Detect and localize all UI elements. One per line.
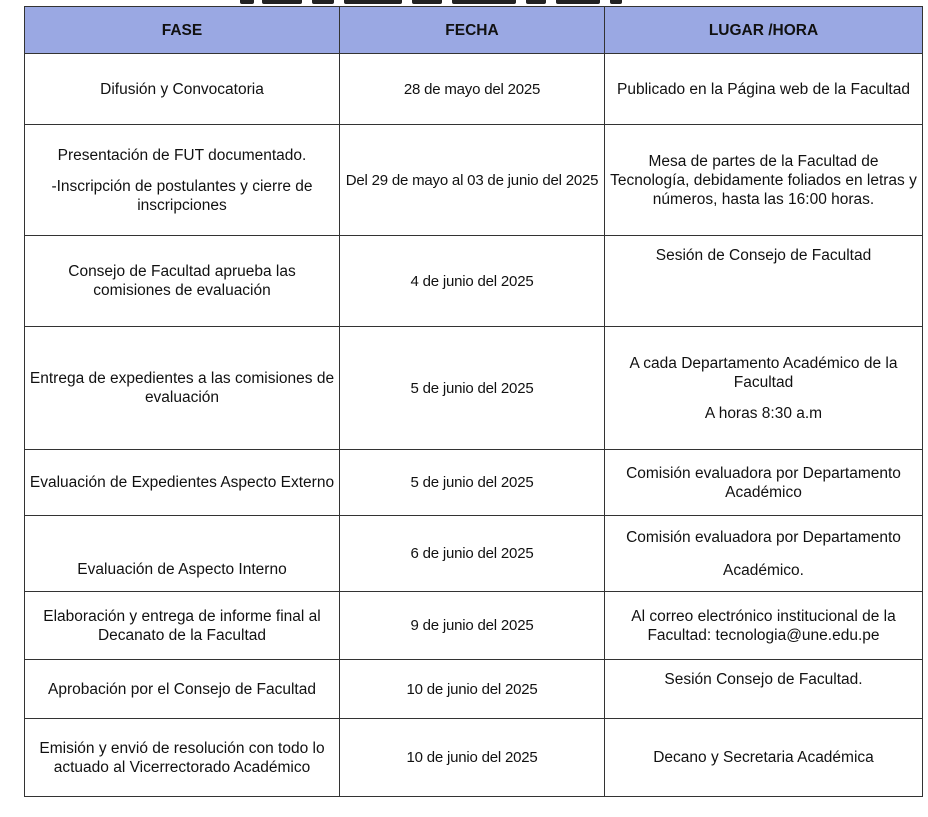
table-row <box>25 327 923 450</box>
table-row <box>25 125 923 236</box>
table-header-row <box>25 7 923 54</box>
fase-cell: Evaluación de Expedientes Aspecto Externo <box>25 450 340 516</box>
fase-cell: Aprobación por el Consejo de Facultad <box>25 660 340 719</box>
table-row <box>25 54 923 125</box>
lugar-cell: Comisión evaluadora por Departamento Académico <box>605 450 923 516</box>
schedule-table <box>24 6 923 797</box>
table-row <box>25 592 923 660</box>
fase-cell: Consejo de Facultad aprueba las comisiones de evaluación <box>25 236 340 327</box>
lugar-cell: Al correo electrónico institucional de la Facultad: tecnologia@une.edu.pe <box>605 592 923 660</box>
table-row <box>25 450 923 516</box>
table-row <box>25 236 923 327</box>
lugar-cell: A cada Departamento Académico de la Facultad A horas 8:30 a.m <box>605 327 923 450</box>
header-fecha: FECHA <box>340 7 605 54</box>
header-fase: FASE <box>25 7 340 54</box>
fase-cell: Presentación de FUT documentado. -Inscripción de postulantes y cierre de inscripciones <box>25 125 340 236</box>
lugar-cell: Mesa de partes de la Facultad de Tecnología, debidamente foliados en letras y números, hasta las 16:00 horas. <box>605 125 923 236</box>
fase-cell: Emisión y envió de resolución con todo lo actuado al Vicerrectorado Académico <box>25 719 340 797</box>
fecha-cell: 4 de junio del 2025 <box>340 236 605 327</box>
table-row <box>25 719 923 797</box>
fase-cell: Difusión y Convocatoria <box>25 54 340 125</box>
fecha-cell: 6 de junio del 2025 <box>340 516 605 592</box>
lugar-cell: Publicado en la Página web de la Facultad <box>605 54 923 125</box>
lugar-cell: Comisión evaluadora por Departamento Académico. <box>605 516 923 592</box>
lugar-cell: Decano y Secretaria Académica <box>605 719 923 797</box>
fecha-cell: 10 de junio del 2025 <box>340 719 605 797</box>
fase-cell: Entrega de expedientes a las comisiones de evaluación <box>25 327 340 450</box>
lugar-cell: Sesión de Consejo de Facultad <box>605 236 923 327</box>
fecha-cell: Del 29 de mayo al 03 de junio del 2025 <box>340 125 605 236</box>
fase-cell: Evaluación de Aspecto Interno <box>25 516 340 592</box>
fecha-cell: 10 de junio del 2025 <box>340 660 605 719</box>
fecha-cell: 5 de junio del 2025 <box>340 450 605 516</box>
fecha-cell: 5 de junio del 2025 <box>340 327 605 450</box>
table-row <box>25 516 923 592</box>
fecha-cell: 9 de junio del 2025 <box>340 592 605 660</box>
fase-cell: Elaboración y entrega de informe final al Decanato de la Facultad <box>25 592 340 660</box>
table-row <box>25 660 923 719</box>
header-lugar-hora: LUGAR /HORA <box>605 7 923 54</box>
fecha-cell: 28 de mayo del 2025 <box>340 54 605 125</box>
lugar-cell: Sesión Consejo de Facultad. <box>605 660 923 719</box>
